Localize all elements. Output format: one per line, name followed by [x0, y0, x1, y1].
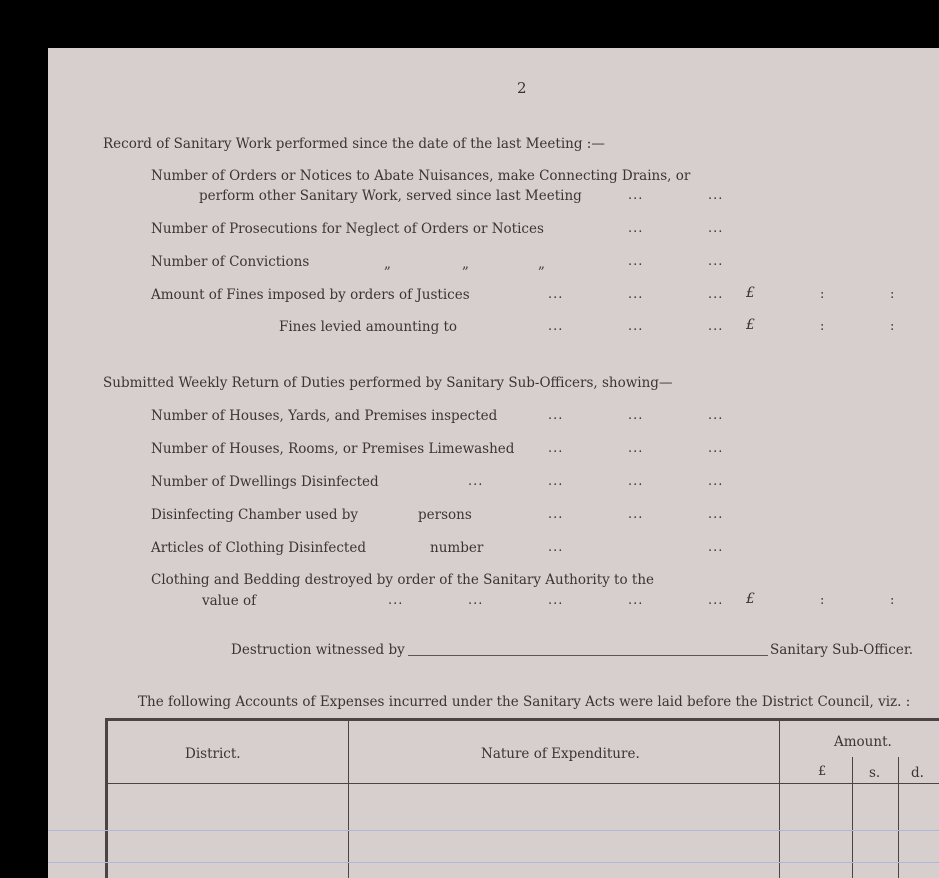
- leader-dots: ...: [628, 254, 644, 269]
- number-label: number: [430, 540, 484, 556]
- leader-dots: ...: [628, 593, 644, 608]
- destruction-label: Destruction witnessed by: [231, 642, 405, 658]
- leader-dots: ...: [628, 507, 644, 522]
- leader-dots: ...: [708, 593, 724, 608]
- leader-dots: ...: [708, 507, 724, 522]
- leader-dots: ...: [628, 408, 644, 423]
- amount-colon: :: [820, 593, 825, 608]
- leader-dots: ...: [468, 474, 484, 489]
- leader-dots: ...: [628, 287, 644, 302]
- accounts-intro: The following Accounts of Expenses incurred under the Sanitary Acts were laid before the District Council, viz. :: [138, 694, 911, 710]
- leader-dots: ...: [548, 507, 564, 522]
- amount-colon: :: [890, 287, 895, 302]
- leader-dots: ...: [628, 441, 644, 456]
- orders-line-1: Number of Orders or Notices to Abate Nuisances, make Connecting Drains, or: [151, 168, 691, 184]
- leader-dots: ...: [628, 474, 644, 489]
- dwellings-disinfected-label: Number of Dwellings Disinfected: [151, 474, 379, 490]
- chamber-used-label: Disinfecting Chamber used by: [151, 507, 359, 523]
- leader-dots: ...: [548, 287, 564, 302]
- pound-sign: £: [746, 591, 755, 607]
- leader-dots: ...: [548, 441, 564, 456]
- leader-dots: ...: [548, 593, 564, 608]
- signature-line: [408, 655, 768, 656]
- amount-colon: :: [820, 287, 825, 302]
- bedding-line-2: value of: [202, 593, 257, 609]
- table-header-rule: [105, 783, 939, 784]
- col-pence: d.: [911, 765, 924, 781]
- leader-dots: ...: [708, 408, 724, 423]
- table-col-rule: [348, 721, 349, 878]
- table-col-rule: [898, 757, 899, 878]
- amount-colon: :: [890, 593, 895, 608]
- ditto-mark: „: [462, 256, 469, 272]
- page-number: 2: [517, 79, 527, 97]
- fines-imposed-label: Amount of Fines imposed by orders of Justices: [151, 287, 470, 303]
- leader-dots: ...: [548, 408, 564, 423]
- leader-dots: ...: [628, 319, 644, 334]
- leader-dots: ...: [708, 319, 724, 334]
- leader-dots: ...: [548, 540, 564, 555]
- ditto-mark: „: [538, 256, 545, 272]
- pound-sign: £: [746, 285, 755, 301]
- sub-officer-label: Sanitary Sub-Officer.: [770, 642, 914, 658]
- table-col-rule: [779, 721, 780, 878]
- leader-dots: ...: [708, 188, 724, 203]
- clothing-disinfected-label: Articles of Clothing Disinfected: [151, 540, 366, 556]
- leader-dots: ...: [708, 474, 724, 489]
- leader-dots: ...: [708, 287, 724, 302]
- leader-dots: ...: [708, 540, 724, 555]
- table-top-rule: [105, 718, 939, 721]
- table-col-rule: [852, 757, 853, 878]
- amount-colon: :: [820, 319, 825, 334]
- houses-limewashed-label: Number of Houses, Rooms, or Premises Limewashed: [151, 441, 515, 457]
- prosecutions-label: Number of Prosecutions for Neglect of Orders or Notices: [151, 221, 544, 237]
- fines-levied-label: Fines levied amounting to: [279, 319, 458, 335]
- ledger-ruling: [48, 862, 939, 863]
- leader-dots: ...: [628, 221, 644, 236]
- orders-line-2: perform other Sanitary Work, served since last Meeting: [199, 188, 582, 204]
- persons-label: persons: [418, 507, 472, 523]
- document-page: [48, 48, 939, 878]
- record-heading: Record of Sanitary Work performed since the date of the last Meeting :—: [103, 136, 605, 152]
- pound-sign: £: [746, 317, 755, 333]
- leader-dots: ...: [548, 319, 564, 334]
- leader-dots: ...: [388, 593, 404, 608]
- ledger-ruling: [48, 830, 939, 831]
- col-district: District.: [185, 746, 241, 762]
- amount-colon: :: [890, 319, 895, 334]
- table-left-rule: [105, 718, 108, 878]
- leader-dots: ...: [628, 188, 644, 203]
- col-pounds: £: [818, 764, 827, 779]
- weekly-return-heading: Submitted Weekly Return of Duties performed by Sanitary Sub-Officers, showing—: [103, 375, 673, 391]
- col-amount: Amount.: [834, 734, 892, 750]
- leader-dots: ...: [708, 254, 724, 269]
- leader-dots: ...: [468, 593, 484, 608]
- leader-dots: ...: [708, 441, 724, 456]
- col-shillings: s.: [869, 765, 881, 781]
- houses-inspected-label: Number of Houses, Yards, and Premises inspected: [151, 408, 498, 424]
- ditto-mark: „: [384, 256, 391, 272]
- bedding-line-1: Clothing and Bedding destroyed by order of the Sanitary Authority to the: [151, 572, 655, 588]
- leader-dots: ...: [708, 221, 724, 236]
- col-nature-of-expenditure: Nature of Expenditure.: [481, 746, 640, 762]
- convictions-label: Number of Convictions: [151, 254, 310, 270]
- leader-dots: ...: [548, 474, 564, 489]
